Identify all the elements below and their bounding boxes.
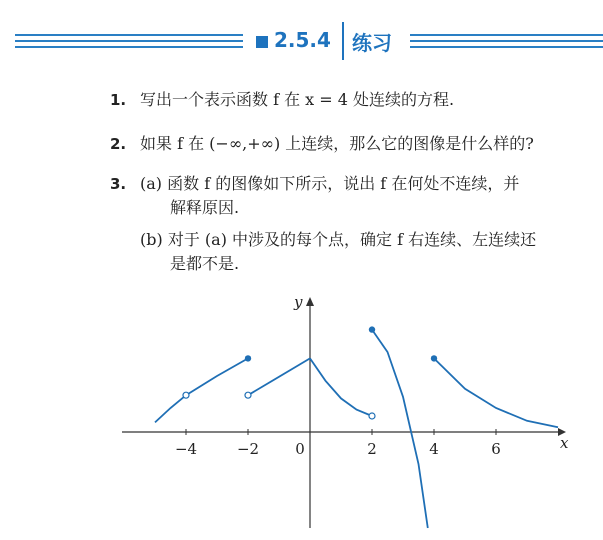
part-b-continuation: 是都不是.: [170, 254, 240, 273]
part-text: 函数 f 的图像如下所示，说出 f 在何处不连续，并: [167, 174, 520, 193]
x-tick-label: −2: [236, 440, 260, 458]
exercise-number: 3.: [110, 175, 127, 193]
part-label: (a): [140, 174, 163, 193]
exercise-number: 2.: [110, 135, 127, 153]
x-tick-label: 2: [367, 440, 377, 458]
open-point: [245, 392, 251, 398]
section-title: 练习: [352, 31, 392, 55]
y-axis-label: y: [294, 293, 303, 311]
closed-point: [369, 326, 375, 332]
part-a-continuation: 解释原因.: [170, 198, 240, 217]
open-point: [369, 413, 375, 419]
x-tick-label: −4: [174, 440, 198, 458]
x-tick-label: 0: [295, 440, 305, 458]
part-text: 对于 (a) 中涉及的每个点，确定 f 右连续、左连续还: [167, 230, 537, 249]
curve-segment: [310, 358, 372, 416]
x-axis-label: x: [560, 434, 569, 452]
open-point: [183, 392, 189, 398]
part-label: (b): [140, 230, 163, 249]
exercise-text: 如果 f 在 (−∞,+∞) 上连续，那么它的图像是什么样的?: [140, 134, 534, 153]
section-number: 2.5.4: [274, 28, 331, 52]
curve-segment: [372, 330, 428, 528]
curve-segment: [434, 358, 558, 427]
exercise-text: 写出一个表示函数 f 在 x = 4 处连续的方程.: [140, 90, 455, 109]
x-tick-label: 4: [429, 440, 439, 458]
y-axis-arrow: [306, 297, 314, 306]
closed-point: [431, 355, 437, 361]
closed-point: [245, 355, 251, 361]
exercise-number: 1.: [110, 91, 127, 109]
x-tick-label: 6: [491, 440, 501, 458]
curve-segment: [155, 358, 248, 422]
curve-segment: [248, 358, 310, 395]
